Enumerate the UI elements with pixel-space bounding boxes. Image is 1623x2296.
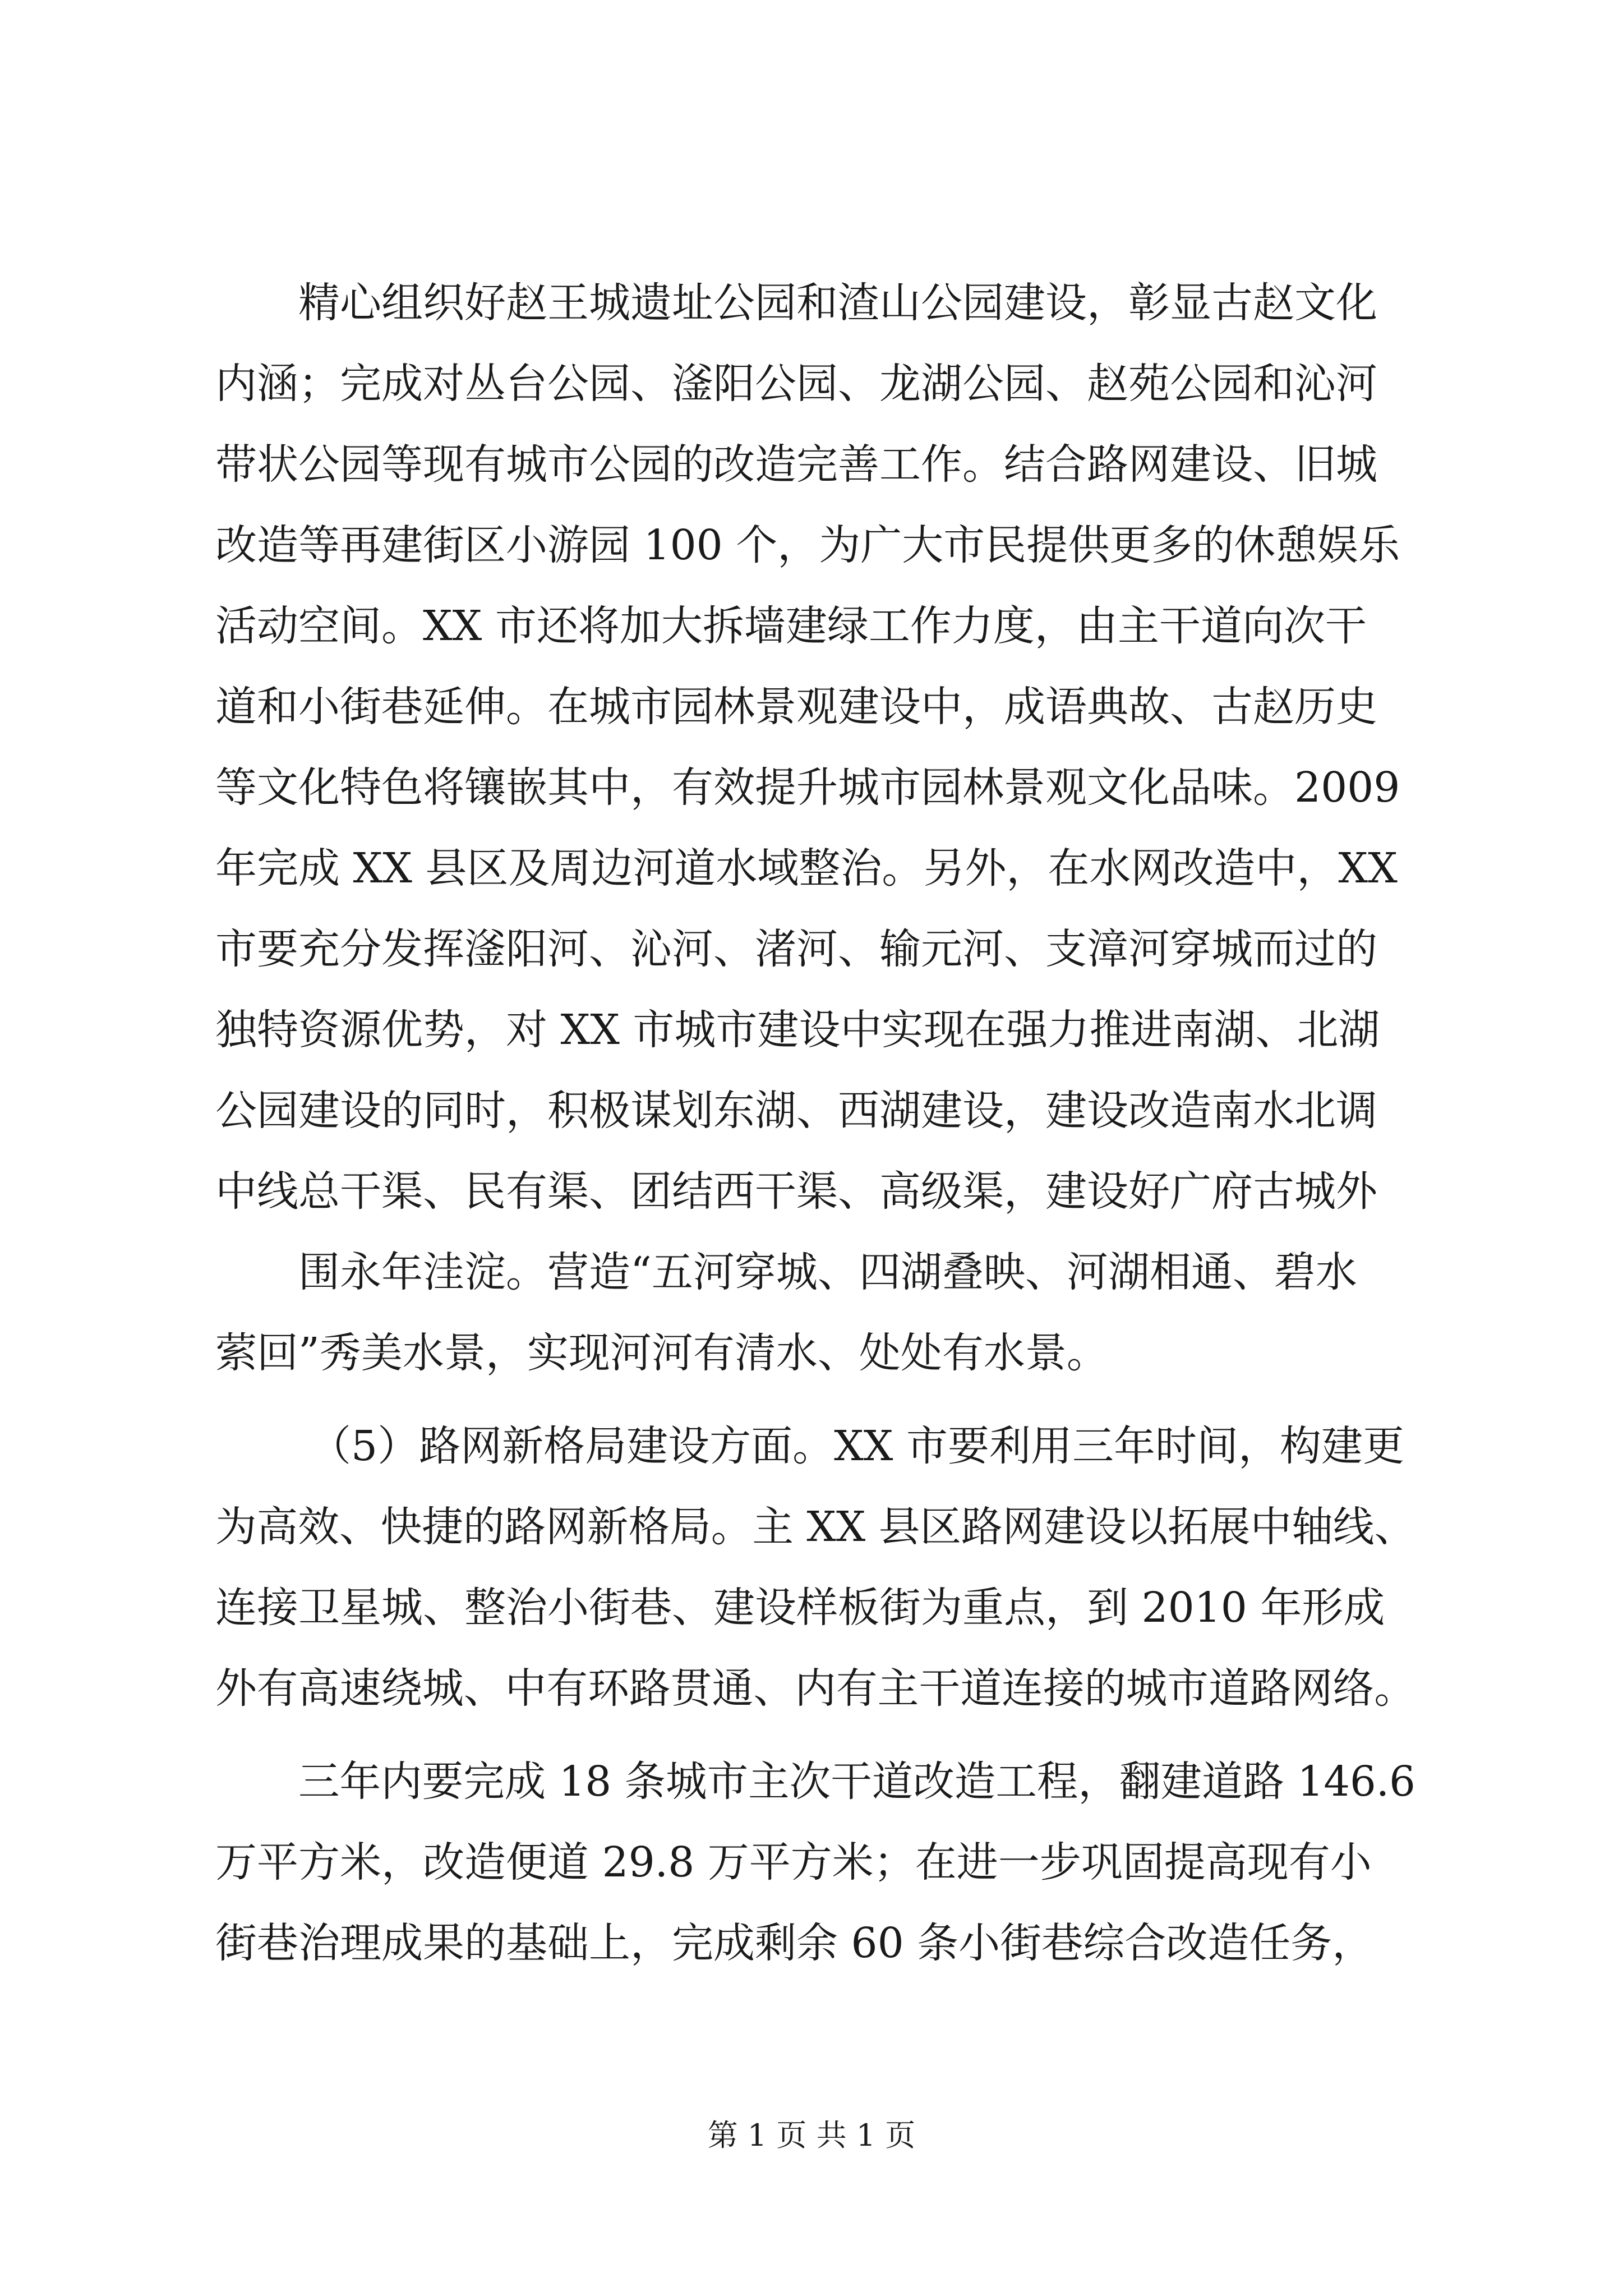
text-line-content: 带状公园等现有城市公园的改造完善工作。结合路网建设、旧城: [215, 440, 1377, 489]
text-line: [215, 1822, 1415, 1903]
text-line: [215, 1567, 1415, 1648]
text-line-content: 公园建设的同时，积极谋划东湖、西湖建设，建设改造南水北调: [215, 1087, 1377, 1135]
text-line: [215, 828, 1415, 909]
text-line-content: 中线总干渠、民有渠、团结西干渠、高级渠，建设好广府古城外: [215, 1167, 1377, 1216]
text-line-content: 萦回”秀美水景，实现河河有清水、处处有水景。: [215, 1329, 1108, 1377]
text-line-content: 为高效、快捷的路网新格局。主 XX 县区路网建设以拓展中轴线、: [215, 1503, 1416, 1551]
text-line-content: 活动空间。XX 市还将加大拆墙建绿工作力度，由主干道向次干: [215, 602, 1367, 650]
text-line-content: 精心组织好赵王城遗址公园和渣山公园建设，彰显古赵文化: [298, 279, 1377, 327]
text-line-content: 道和小街巷延伸。在城市园林景观建设中，成语典故、古赵历史: [215, 683, 1377, 731]
paragraph-spacer: [215, 1729, 1415, 1741]
text-line: [215, 1741, 1415, 1822]
text-line: [215, 666, 1415, 747]
text-line-content: 等文化特色将镶嵌其中，有效提升城市园林景观文化品味。2009: [215, 763, 1400, 812]
text-line-content: 内涵；完成对丛台公园、滏阳公园、龙湖公园、赵苑公园和沁河: [215, 360, 1377, 408]
text-line-content: 围永年洼淀。营造“五河穿城、四湖叠映、河湖相通、碧水: [298, 1248, 1357, 1296]
text-line: [215, 263, 1415, 343]
paragraph-spacer: [215, 1393, 1415, 1406]
text-line-content: 万平方米，改造便道 29.8 万平方米；在进一步巩固提高现有小: [215, 1838, 1372, 1887]
text-line: [215, 1313, 1415, 1393]
text-line: [215, 747, 1415, 828]
text-line: [215, 1151, 1415, 1232]
text-line-content: 独特资源优势，对 XX 市城市建设中实现在强力推进南湖、北湖: [215, 1006, 1380, 1054]
text-line: [215, 424, 1415, 505]
body-text: [215, 263, 1415, 1984]
text-line: [215, 1487, 1415, 1567]
text-line-content: 市要充分发挥滏阳河、沁河、渚河、输元河、支漳河穿城而过的: [215, 925, 1377, 973]
text-line: [215, 1406, 1415, 1487]
text-line-content: 外有高速绕城、中有环路贯通、内有主干道连接的城市道路网络。: [215, 1664, 1415, 1713]
text-line-content: 改造等再建街区小游园 100 个，为广大市民提供更多的休憩娱乐: [215, 521, 1400, 569]
text-line-content: 年完成 XX 县区及周边河道水域整治。另外，在水网改造中，XX: [215, 844, 1398, 892]
page-footer: 第 1 页 共 1 页: [707, 2118, 916, 2153]
text-line: [215, 586, 1415, 666]
text-line: [215, 909, 1415, 990]
text-line: [215, 1903, 1415, 1984]
text-line: [215, 1070, 1415, 1151]
text-line: [215, 990, 1415, 1070]
text-line: [215, 505, 1415, 586]
text-line: [215, 1232, 1415, 1313]
text-line-content: 连接卫星城、整治小街巷、建设样板街为重点，到 2010 年形成: [215, 1584, 1385, 1632]
text-line: [215, 1648, 1415, 1729]
text-line: [215, 343, 1415, 424]
text-line-content: （5）路网新格局建设方面。XX 市要利用三年时间，构建更: [310, 1422, 1404, 1470]
text-line-content: 三年内要完成 18 条城市主次干道改造工程，翻建道路 146.6: [298, 1757, 1415, 1806]
text-line-content: 街巷治理成果的基础上，完成剩余 60 条小街巷综合改造任务，: [215, 1919, 1374, 1967]
